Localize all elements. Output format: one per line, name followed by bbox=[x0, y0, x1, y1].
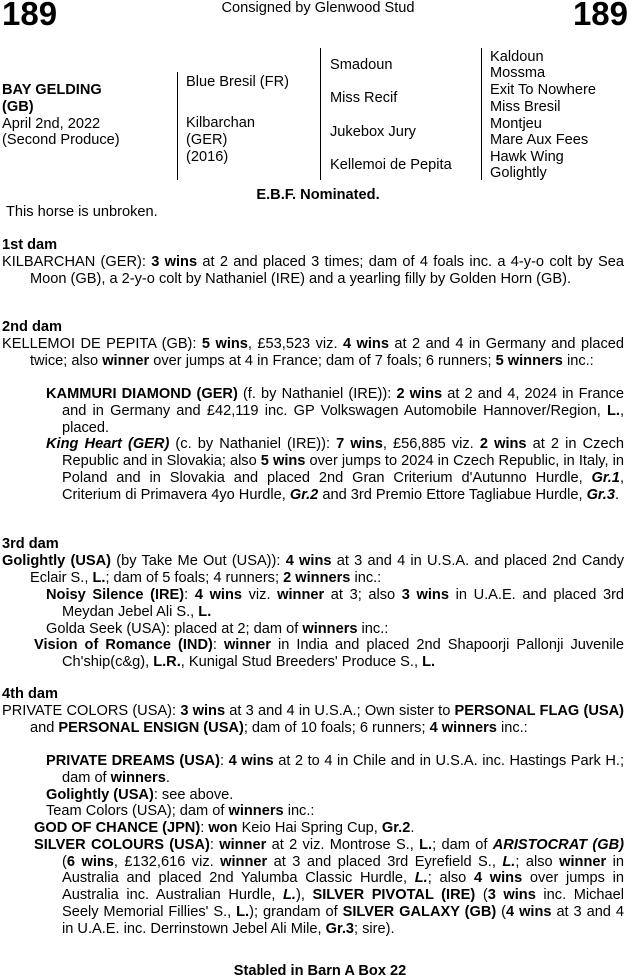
section-third-dam: 3rd dam bbox=[2, 536, 59, 552]
lot-number-right: 189 bbox=[572, 0, 628, 32]
second-dam-produce: KAMMURI DIAMOND (GER) (f. by Nathaniel (IRE)): 2 wins at 2 and 4, 2024 in France and in Germany and £42,119 inc. GP Volkswagen Automobile Hannover/Region, L., placed. King Heart (GER) (c. by Nathaniel (IRE)): 7 wins, £56,885 viz. 2 wins at 2 in Czech Republic and in Slovakia; also 5 wins over jumps to 2024 in Czech Republic, in Italy, in Poland and in Slovakia and placed 2nd Gran Criterium d'Autunno Hurdle, Gr.1, Criterium di Primavera 4yo Hurdle, Gr.2 and 3rd Premio Ettore Tagliabue Hurdle, Gr.3. bbox=[46, 386, 625, 503]
produce-order: (Second Produce) bbox=[2, 132, 120, 149]
granddam-dam: Kellemoi de Pepita bbox=[330, 157, 452, 173]
grandsire-sire: Smadoun bbox=[330, 57, 393, 73]
horse-country: (GB) bbox=[2, 98, 34, 115]
ggs-2: Mossma bbox=[490, 65, 546, 81]
pedigree-divider-2 bbox=[320, 48, 321, 180]
second-dam-text: KELLEMOI DE PEPITA (GB): 5 wins, £53,523 viz. 4 wins at 2 and 4 in Germany and placed twice; also winner over jumps at 4 in France; dam of 7 foals; 6 runners; 5 winners inc.: bbox=[2, 336, 624, 369]
third-dam-text: Golightly (USA) (by Take Me Out (USA)): 4 wins at 3 and 4 in U.S.A. and placed 2nd Candy Eclair S., L.; dam of 5 foals; 4 runners; 2 winners inc.: bbox=[2, 553, 625, 586]
third-dam-produce: Noisy Silence (IRE): 4 wins viz. winner at 3; also 3 wins in U.A.E. and placed 3rd Meydan Jebel Ali S., L. Golda Seek (USA): placed at 2; dam of winners inc.: bbox=[46, 587, 625, 637]
ebf-nomination: E.B.F. Nominated. bbox=[256, 187, 380, 203]
fourth-dam-text: PRIVATE COLORS (USA): 3 wins at 3 and 4 in U.S.A.; Own sister to PERSONAL FLAG (USA) and PERSONAL ENSIGN (USA); dam of 10 foals; 6 runners; 4 winners inc.: bbox=[2, 703, 624, 736]
ggs-3: Exit To Nowhere bbox=[490, 82, 596, 98]
third-dam-grandproduce: Vision of Romance (IND): winner in India and placed 2nd Shapoorji Pallonji Juvenile Ch'ship(c&g), L.R., Kunigal Stud Breeders' Produce S., L. bbox=[34, 637, 624, 670]
dam-name: Kilbarchan bbox=[186, 115, 255, 131]
dam-country: (GER) bbox=[186, 132, 228, 148]
first-dam-text: KILBARCHAN (GER): 3 wins at 2 and placed 3 times; dam of 4 foals inc. a 4-y-o colt by Sea Moon (GB), a 2-y-o colt by Nathaniel (IRE) and a yearling filly by Golden Horn (GB). bbox=[2, 254, 624, 287]
section-fourth-dam: 4th dam bbox=[2, 686, 58, 702]
foaling-date: April 2nd, 2022 bbox=[2, 115, 101, 132]
section-second-dam: 2nd dam bbox=[2, 319, 63, 335]
ggs-8: Golightly bbox=[490, 165, 547, 181]
ggs-6: Mare Aux Fees bbox=[490, 132, 589, 148]
ggs-4: Miss Bresil bbox=[490, 99, 561, 115]
grandsire-dam: Jukebox Jury bbox=[330, 124, 416, 140]
ggs-1: Kaldoun bbox=[490, 49, 544, 65]
sire: Blue Bresil (FR) bbox=[186, 74, 289, 90]
dam-year: (2016) bbox=[186, 149, 229, 165]
ggs-5: Montjeu bbox=[490, 116, 542, 132]
fourth-dam-grandproduce: GOD OF CHANCE (JPN): won Keio Hai Spring Cup, Gr.2. SILVER COLOURS (USA): winner at 2 viz. Montrose S., L.; dam of ARISTOCRAT (GB) (6 wins, £132,616 viz. winner at 3 and placed 3rd Eyrefield S., L.; also winner in Australia and placed 2nd Yalumba Classic Hurdle, L.; also 4 wins over jumps in Australia inc. Australian Hurdle, L.), SILVER PIVOTAL (IRE) (3 wins inc. Michael Seely Memorial Fillies' S., L.); grandam of SILVER GALAXY (GB) (4 wins at 3 and 4 in U.A.E. inc. Derrinstown Jebel Ali Mile, Gr.3; sire). bbox=[34, 820, 625, 937]
lot-number-left: 189 bbox=[2, 0, 58, 32]
consignor: Consigned by Glenwood Stud bbox=[221, 0, 415, 16]
unbroken-note: This horse is unbroken. bbox=[6, 204, 158, 220]
section-first-dam: 1st dam bbox=[2, 237, 58, 253]
ggs-7: Hawk Wing bbox=[490, 149, 564, 165]
pedigree-divider-3 bbox=[481, 48, 482, 180]
fourth-dam-produce: PRIVATE DREAMS (USA): 4 wins at 2 to 4 in Chile and in U.S.A. inc. Hastings Park H.; dam of winners. Golightly (USA): see above. Team Colors (USA); dam of winners inc.: bbox=[46, 753, 624, 820]
horse-sex-color: BAY GELDING bbox=[2, 82, 102, 98]
pedigree-divider-1 bbox=[177, 72, 178, 180]
stabling-info: Stabled in Barn A Box 22 bbox=[233, 963, 407, 979]
granddam-sire: Miss Recif bbox=[330, 90, 398, 106]
horse-description bbox=[2, 82, 120, 149]
